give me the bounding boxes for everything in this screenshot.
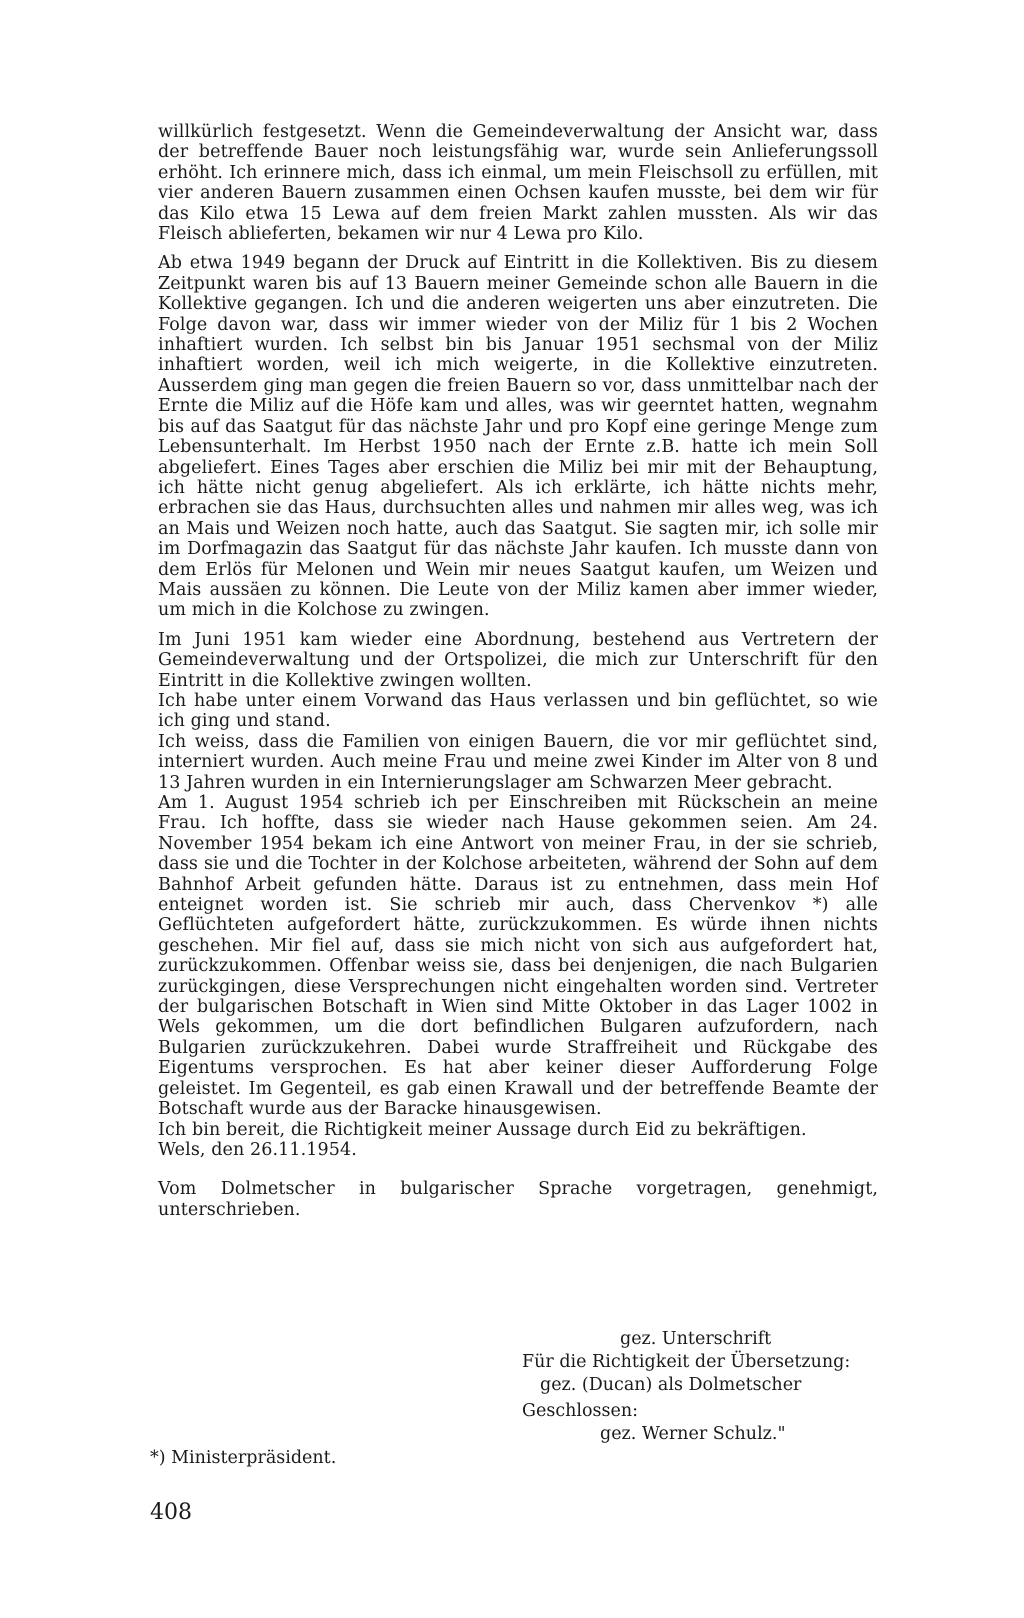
body-text — [158, 122, 878, 1220]
interpreter-note: Vom Dolmetscher in bulgarischer Sprache vorgetragen, genehmigt, unterschrieben. — [158, 1179, 878, 1220]
page-number: 408 — [150, 1500, 192, 1525]
closed-label: Geschlossen: — [522, 1401, 639, 1421]
paragraph-oath: Ich bin bereit, die Richtigkeit meiner Aussage durch Eid zu bekräftigen. — [158, 1119, 807, 1140]
closing-signature: gez. Werner Schulz." — [600, 1424, 786, 1444]
interpreter-signature: gez. (Ducan) als Dolmetscher — [540, 1375, 802, 1395]
signature-line: gez. Unterschrift — [620, 1329, 772, 1349]
paragraph-6: Am 1. August 1954 schrieb ich per Einschreiben mit Rückschein an meine Frau. Ich hoffte, dass sie wieder nach Hause gekommen seien. Am 24. November 1954 bekam ich eine Antwort von meiner Frau, in der sie schrieb, dass sie und die Tochter in der Kolchose arbeiteten, während der Sohn auf dem Bahnhof Arbeit gefunden hätte. Daraus ist zu entnehmen, dass mein Hof enteignet worden ist. Sie schrieb mir auch, dass Chervenkov *) alle Geflüchteten aufgefordert hätte, zurückzukommen. Es würde ihnen nichts geschehen. Mir fiel auf, dass sie mich nicht von sich aus aufgefordert hat, zurückzukommen. Offenbar weiss sie, dass bei denjenigen, die nach Bulgarien zurückgingen, diese Versprechungen nicht eingehalten worden sind. Vertreter der bulgarischen Botschaft in Wien sind Mitte Oktober in das Lager 1002 in Wels gekommen, um die dort befindlichen Bulgaren aufzufordern, nach Bulgarien zurückzukehren. Dabei wurde Straffreiheit und Rückgabe des Eigentums versprochen. Es hat aber keiner dieser Aufforderung Folge geleistet. Im Gegenteil, es gab einen Krawall und der betreffende Beamte der Botschaft wurde aus der Baracke hinausgewisen. — [158, 793, 878, 1120]
paragraph-3: Im Juni 1951 kam wieder eine Abordnung, bestehend aus Vertretern der Gemeindeverwaltung und der Ortspolizei, die mich zur Unterschrift für den Eintritt in die Kollektive zwingen wollten. — [158, 629, 878, 691]
paragraph-2: Ab etwa 1949 begann der Druck auf Eintritt in die Kollektiven. Bis zu diesem Zeitpunkt waren bis auf 13 Bauern meiner Gemeinde schon alle Bauern in die Kollektive gegangen. Ich und die anderen weigerten uns aber einzutreten. Die Folge davon war, dass wir immer wieder von der Miliz für 1 bis 2 Wochen inhaftiert wurden. Ich selbst bin bis Januar 1951 sechsmal von der Miliz inhaftiert worden, weil ich mich weigerte, in die Kollektive einzutreten. Ausserdem ging man gegen die freien Bauern so vor, dass unmittelbar nach der Ernte die Miliz auf die Höfe kam und alles, was wir geerntet hatten, wegnahm bis auf das Saatgut für das nächste Jahr und pro Kopf eine geringe Menge zum Lebensunterhalt. Im Herbst 1950 nach der Ernte z.B. hatte ich mein Soll abgeliefert. Eines Tages aber erschien die Miliz bei mir mit der Behauptung, ich hätte nicht genug abgeliefert. Als ich erklärte, ich hätte nichts mehr, erbrachen sie das Haus, durchsuchten alles und nahmen mir alles weg, was ich an Mais und Weizen noch hatte, auch das Saatgut. Sie sagten mir, ich solle mir im Dorfmagazin das Saatgut für das nächste Jahr kaufen. Ich musste dann von dem Erlös für Melonen und Wein mir neues Saatgut kaufen, um Weizen und Mais aussäen zu können. Die Leute von der Miliz kamen aber immer wieder, um mich in die Kolchose zu zwingen. — [158, 253, 878, 621]
paragraph-1: willkürlich festgesetzt. Wenn die Gemeindeverwaltung der Ansicht war, dass der betreffende Bauer noch leistungsfähig war, wurde sein Anlieferungssoll erhöht. Ich erinnere mich, dass ich einmal, um mein Fleischsoll zu erfüllen, mit vier anderen Bauern zusammen einen Ochsen kaufen musste, bei dem wir für das Kilo etwa 15 Lewa auf dem freien Markt zahlen mussten. Als wir das Fleisch ablieferten, bekamen wir nur 4 Lewa pro Kilo. — [158, 122, 878, 245]
paragraph-5: Ich weiss, dass die Familien von einigen Bauern, die vor mir geflüchtet sind, interniert wurden. Auch meine Frau und meine zwei Kinder im Alter von 8 und 13 Jahren wurden in ein Internierungslager am Schwarzen Meer gebracht. — [158, 731, 878, 793]
place-date: Wels, den 26.11.1954. — [158, 1139, 357, 1160]
translation-certification-label: Für die Richtigkeit der Übersetzung: — [522, 1352, 851, 1372]
paragraph-4: Ich habe unter einem Vorwand das Haus verlassen und bin geflüchtet, so wie ich ging und stand. — [158, 690, 878, 732]
footnote: *) Ministerpräsident. — [150, 1448, 337, 1468]
